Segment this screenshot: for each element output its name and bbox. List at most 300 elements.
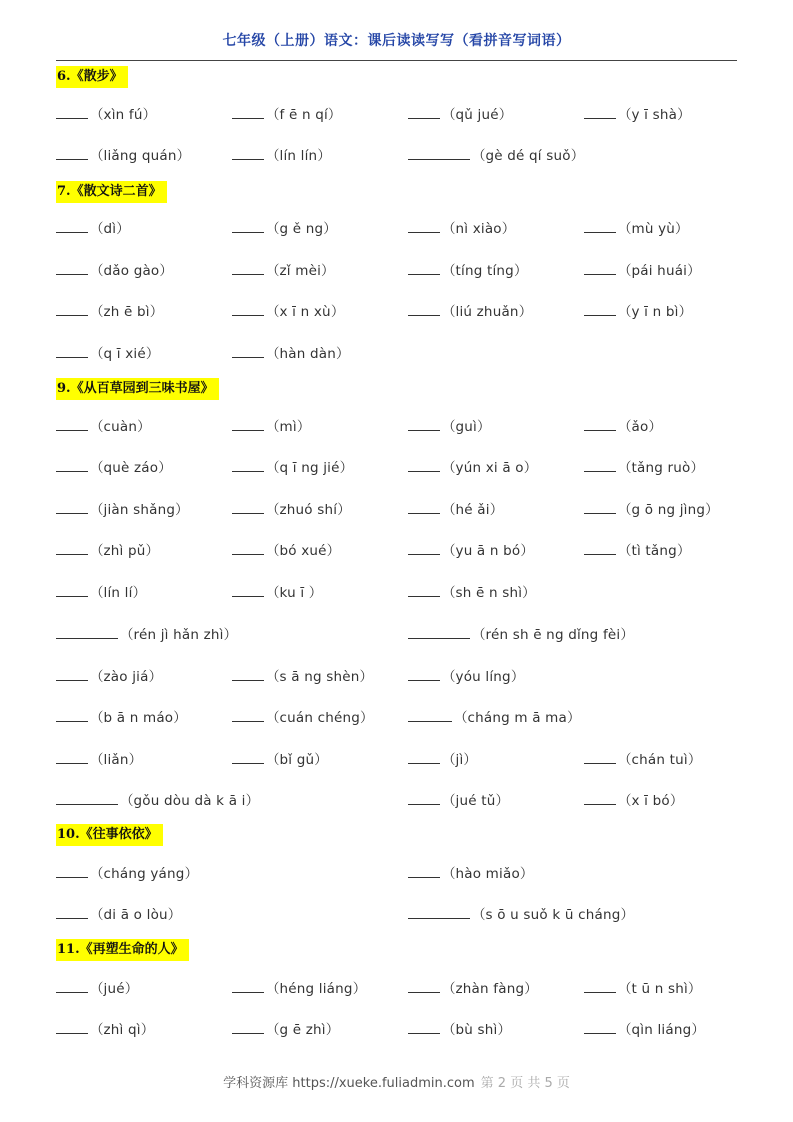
pinyin-exercise-item — [408, 499, 503, 519]
open-paren: （ — [442, 981, 456, 997]
pinyin-exercise-item — [584, 260, 701, 280]
page-footer — [0, 1072, 793, 1091]
answer-blank[interactable] — [232, 499, 264, 514]
open-paren: （ — [266, 346, 280, 362]
close-paren: ） — [245, 793, 260, 809]
close-paren: ） — [149, 304, 164, 320]
pinyin-exercise-item — [232, 749, 328, 769]
pinyin-exercise-item — [408, 301, 532, 321]
close-paren: ） — [337, 502, 351, 518]
close-paren: ） — [520, 543, 534, 559]
pinyin-text: pái huái — [631, 263, 688, 279]
answer-blank[interactable] — [232, 457, 264, 472]
open-paren: （ — [90, 710, 104, 726]
open-paren: （ — [472, 627, 486, 643]
answer-blank[interactable] — [232, 104, 264, 119]
pinyin-text: tǎng ruò — [631, 460, 691, 476]
pinyin-exercise-item — [56, 457, 172, 477]
pinyin-text: sh ē n shì — [455, 585, 523, 601]
section-title: 6.《散步》 — [56, 66, 128, 88]
close-paren: ） — [463, 752, 477, 768]
pinyin-exercise-item — [232, 499, 351, 519]
answer-blank[interactable] — [232, 540, 264, 555]
pinyin-text: mù yù — [631, 221, 676, 237]
answer-blank[interactable] — [408, 301, 440, 316]
pinyin-exercise-item — [232, 104, 341, 124]
answer-blank[interactable] — [232, 218, 264, 233]
pinyin-exercise-item — [56, 666, 162, 686]
close-paren: ） — [128, 752, 143, 768]
close-paren: ） — [360, 710, 374, 726]
pinyin-exercise-item — [584, 457, 704, 477]
pinyin-text: x ī bó — [631, 793, 670, 809]
answer-blank[interactable] — [584, 457, 616, 472]
pinyin-text: nì xiào — [455, 221, 502, 237]
answer-blank[interactable] — [56, 145, 88, 160]
pinyin-exercise-item — [56, 863, 198, 883]
pinyin-text: di ā o lòu — [103, 907, 168, 923]
close-paren: ） — [489, 502, 504, 518]
pinyin-exercise-item — [584, 749, 701, 769]
close-paren: ） — [325, 1022, 340, 1038]
open-paren: （ — [90, 419, 104, 435]
answer-blank[interactable] — [408, 624, 470, 639]
close-paren: ） — [510, 669, 525, 685]
pinyin-exercise-item — [56, 104, 156, 124]
header-divider — [56, 60, 737, 61]
close-paren: ） — [687, 981, 702, 997]
close-paren: ） — [677, 107, 691, 123]
open-paren: （ — [618, 221, 632, 237]
answer-blank[interactable] — [232, 749, 264, 764]
pinyin-text: cháng yáng — [103, 866, 185, 882]
pinyin-exercise-item — [584, 104, 691, 124]
section-title: 9.《从百草园到三味书屋》 — [56, 378, 219, 400]
answer-blank[interactable] — [584, 749, 616, 764]
pinyin-text: x ī n xù — [279, 304, 331, 320]
close-paren: ） — [308, 585, 323, 601]
pinyin-text: qìn liáng — [631, 1022, 692, 1038]
answer-blank[interactable] — [408, 540, 440, 555]
pinyin-text: lín lí — [103, 585, 133, 601]
open-paren: （ — [90, 221, 104, 237]
answer-blank[interactable] — [232, 666, 264, 681]
pinyin-text: lín lín — [279, 148, 318, 164]
pinyin-exercise-item — [408, 666, 524, 686]
pinyin-exercise-item — [584, 218, 689, 238]
pinyin-exercise-item — [408, 260, 527, 280]
answer-blank[interactable] — [408, 218, 440, 233]
answer-blank[interactable] — [56, 749, 88, 764]
answer-blank[interactable] — [584, 104, 616, 119]
pinyin-exercise-item — [232, 540, 340, 560]
open-paren: （ — [90, 907, 104, 923]
open-paren: （ — [454, 710, 468, 726]
answer-blank[interactable] — [408, 145, 470, 160]
open-paren: （ — [442, 460, 456, 476]
answer-blank[interactable] — [408, 1019, 440, 1034]
pinyin-exercise-item — [56, 260, 173, 280]
close-paren: ） — [327, 107, 342, 123]
answer-blank[interactable] — [408, 260, 440, 275]
pinyin-text: chán tuì — [631, 752, 688, 768]
footer-page-number: 第 2 页 共 5 页 — [480, 1076, 570, 1091]
pinyin-text: zào jiá — [103, 669, 149, 685]
close-paren: ） — [523, 460, 538, 476]
pinyin-text: jué tǔ — [455, 793, 496, 809]
pinyin-text: rén sh ē ng dǐng fèi — [485, 627, 621, 643]
pinyin-text: cuàn — [103, 419, 138, 435]
pinyin-text: liú zhuǎn — [455, 304, 519, 320]
footer-source-text: 学科资源库 https://xueke.fuliadmin.com — [223, 1076, 475, 1091]
pinyin-exercise-item — [408, 707, 581, 727]
close-paren: ） — [705, 502, 719, 518]
open-paren: （ — [442, 752, 456, 768]
close-paren: ） — [497, 1022, 511, 1038]
close-paren: ） — [513, 263, 528, 279]
pinyin-text: liǎn — [103, 752, 129, 768]
open-paren: （ — [90, 866, 104, 882]
open-paren: （ — [90, 304, 104, 320]
open-paren: （ — [442, 1022, 456, 1038]
answer-blank[interactable] — [408, 863, 440, 878]
open-paren: （ — [266, 460, 280, 476]
open-paren: （ — [90, 669, 104, 685]
open-paren: （ — [266, 419, 280, 435]
pinyin-text: cuán chéng — [279, 710, 361, 726]
pinyin-exercise-item — [584, 540, 690, 560]
answer-blank[interactable] — [584, 540, 616, 555]
close-paren: ） — [323, 221, 337, 237]
answer-blank[interactable] — [232, 301, 264, 316]
pinyin-exercise-item — [408, 863, 533, 883]
open-paren: （ — [266, 1022, 280, 1038]
pinyin-exercise-item — [408, 104, 512, 124]
answer-blank[interactable] — [584, 1019, 616, 1034]
close-paren: ） — [495, 793, 509, 809]
pinyin-exercise-item — [408, 978, 538, 998]
close-paren: ） — [175, 502, 189, 518]
close-paren: ） — [567, 710, 581, 726]
pinyin-text: rén jì hǎn zhì — [133, 627, 224, 643]
pinyin-exercise-item — [56, 790, 259, 810]
answer-blank[interactable] — [56, 416, 88, 431]
open-paren: （ — [90, 460, 104, 476]
close-paren: ） — [522, 585, 536, 601]
pinyin-exercise-item — [408, 904, 634, 924]
open-paren: （ — [266, 752, 280, 768]
answer-blank[interactable] — [232, 260, 264, 275]
pinyin-text: jì — [455, 752, 464, 768]
pinyin-text: zhì qì — [103, 1022, 141, 1038]
pinyin-text: yún xi ā o — [455, 460, 524, 476]
open-paren: （ — [618, 304, 632, 320]
answer-blank[interactable] — [408, 104, 440, 119]
open-paren: （ — [442, 866, 456, 882]
close-paren: ） — [524, 981, 538, 997]
answer-blank[interactable] — [408, 790, 440, 805]
pinyin-text: yóu líng — [455, 669, 511, 685]
open-paren: （ — [266, 502, 280, 518]
pinyin-text: què záo — [103, 460, 159, 476]
pinyin-text: dì — [103, 221, 117, 237]
open-paren: （ — [266, 107, 280, 123]
pinyin-exercise-item — [408, 218, 515, 238]
pinyin-exercise-item — [56, 540, 159, 560]
close-paren: ） — [352, 981, 367, 997]
pinyin-exercise-item — [408, 145, 584, 165]
pinyin-text: g ō ng jìng — [631, 502, 706, 518]
close-paren: ） — [691, 1022, 705, 1038]
close-paren: ） — [167, 907, 182, 923]
close-paren: ） — [148, 669, 163, 685]
answer-blank[interactable] — [232, 1019, 264, 1034]
pinyin-exercise-item — [56, 301, 163, 321]
pinyin-exercise-item — [232, 218, 337, 238]
close-paren: ） — [176, 148, 191, 164]
pinyin-text: zhuó shí — [279, 502, 338, 518]
close-paren: ） — [690, 460, 704, 476]
answer-blank[interactable] — [584, 416, 616, 431]
pinyin-text: b ā n máo — [103, 710, 174, 726]
answer-blank[interactable] — [232, 343, 264, 358]
pinyin-text: héng liáng — [279, 981, 353, 997]
pinyin-text: hàn dàn — [279, 346, 336, 362]
open-paren: （ — [266, 263, 280, 279]
open-paren: （ — [618, 543, 632, 559]
close-paren: ） — [326, 543, 341, 559]
close-paren: ） — [620, 907, 634, 923]
pinyin-text: s ā ng shèn — [279, 669, 360, 685]
answer-blank[interactable] — [408, 416, 440, 431]
close-paren: ） — [669, 793, 684, 809]
answer-blank[interactable] — [56, 104, 88, 119]
pinyin-text: zh ē bì — [103, 304, 150, 320]
close-paren: ） — [124, 981, 139, 997]
pinyin-text: y ī shà — [631, 107, 678, 123]
answer-blank[interactable] — [56, 1019, 88, 1034]
answer-blank[interactable] — [56, 499, 88, 514]
answer-blank[interactable] — [56, 863, 88, 878]
open-paren: （ — [442, 419, 456, 435]
answer-blank[interactable] — [56, 260, 88, 275]
pinyin-text: zhì pǔ — [103, 543, 146, 559]
pinyin-exercise-item — [232, 707, 374, 727]
open-paren: （ — [266, 981, 280, 997]
pinyin-text: s ō u suǒ k ū cháng — [485, 907, 621, 923]
pinyin-exercise-item — [232, 145, 331, 165]
close-paren: ） — [678, 304, 693, 320]
answer-blank[interactable] — [232, 978, 264, 993]
pinyin-text: bó xué — [279, 543, 327, 559]
pinyin-text: f ē n qí — [279, 107, 328, 123]
close-paren: ） — [675, 221, 689, 237]
close-paren: ） — [184, 866, 199, 882]
pinyin-exercise-item — [56, 582, 146, 602]
close-paren: ） — [339, 460, 354, 476]
open-paren: （ — [618, 107, 632, 123]
answer-blank[interactable] — [56, 582, 88, 597]
pinyin-exercise-item — [408, 582, 536, 602]
pinyin-text: mì — [279, 419, 297, 435]
pinyin-exercise-item — [56, 343, 159, 363]
answer-blank[interactable] — [232, 582, 264, 597]
close-paren: ） — [159, 263, 173, 279]
pinyin-text: bǐ gǔ — [279, 752, 315, 768]
page-header-title: 七年级（上册）语文：课后读读写写（看拼音写词语） — [222, 33, 571, 49]
pinyin-text: guì — [455, 419, 477, 435]
answer-blank[interactable] — [56, 540, 88, 555]
pinyin-exercise-item — [232, 416, 310, 436]
answer-blank[interactable] — [408, 582, 440, 597]
pinyin-text: liǎng quán — [103, 148, 177, 164]
open-paren: （ — [442, 669, 456, 685]
pinyin-text: tì tǎng — [631, 543, 677, 559]
pinyin-exercise-item — [56, 904, 181, 924]
close-paren: ） — [223, 627, 238, 643]
pinyin-text: q ī ng jié — [279, 460, 340, 476]
open-paren: （ — [618, 502, 632, 518]
close-paren: ） — [145, 543, 160, 559]
open-paren: （ — [90, 502, 104, 518]
answer-blank[interactable] — [408, 457, 440, 472]
close-paren: ） — [519, 866, 534, 882]
pinyin-exercise-item — [408, 416, 490, 436]
section-title: 7.《散文诗二首》 — [56, 181, 167, 203]
open-paren: （ — [90, 543, 104, 559]
answer-blank[interactable] — [232, 416, 264, 431]
pinyin-text: g ē zhì — [279, 1022, 326, 1038]
pinyin-exercise-item — [56, 624, 237, 644]
answer-blank[interactable] — [56, 666, 88, 681]
open-paren: （ — [442, 304, 456, 320]
answer-blank[interactable] — [408, 904, 470, 919]
answer-blank[interactable] — [56, 624, 118, 639]
pinyin-text: g ě ng — [279, 221, 324, 237]
close-paren: ） — [498, 107, 513, 123]
answer-blank[interactable] — [232, 145, 264, 160]
answer-blank[interactable] — [584, 499, 616, 514]
pinyin-text: gǒu dòu dà k ā i — [133, 793, 246, 809]
pinyin-exercise-item — [584, 790, 683, 810]
answer-blank[interactable] — [56, 457, 88, 472]
pinyin-exercise-item — [408, 790, 509, 810]
pinyin-exercise-item — [232, 343, 349, 363]
open-paren: （ — [472, 148, 486, 164]
answer-blank[interactable] — [584, 978, 616, 993]
close-paren: ） — [501, 221, 516, 237]
close-paren: ） — [687, 752, 702, 768]
close-paren: ） — [518, 304, 533, 320]
open-paren: （ — [442, 107, 456, 123]
pinyin-exercise-item — [56, 978, 138, 998]
close-paren: ） — [173, 710, 187, 726]
open-paren: （ — [618, 263, 632, 279]
pinyin-exercise-item — [408, 749, 477, 769]
open-paren: （ — [618, 981, 632, 997]
close-paren: ） — [145, 346, 160, 362]
pinyin-text: q ī xié — [103, 346, 146, 362]
answer-blank[interactable] — [408, 707, 452, 722]
open-paren: （ — [120, 627, 134, 643]
pinyin-text: jué — [103, 981, 125, 997]
close-paren: ） — [132, 585, 147, 601]
answer-blank[interactable] — [584, 218, 616, 233]
open-paren: （ — [90, 148, 104, 164]
answer-blank[interactable] — [56, 904, 88, 919]
answer-blank[interactable] — [56, 978, 88, 993]
pinyin-exercise-item — [232, 582, 322, 602]
answer-blank[interactable] — [56, 707, 88, 722]
pinyin-exercise-item — [408, 624, 634, 644]
answer-blank[interactable] — [408, 978, 440, 993]
pinyin-text: y ī n bì — [631, 304, 679, 320]
open-paren: （ — [90, 107, 104, 123]
pinyin-exercise-item — [408, 540, 534, 560]
answer-blank[interactable] — [584, 790, 616, 805]
pinyin-exercise-item — [56, 416, 151, 436]
open-paren: （ — [266, 221, 280, 237]
section-title: 11.《再塑生命的人》 — [56, 939, 189, 961]
close-paren: ） — [570, 148, 585, 164]
pinyin-exercise-item — [584, 499, 719, 519]
open-paren: （ — [618, 1022, 632, 1038]
open-paren: （ — [618, 419, 632, 435]
pinyin-exercise-item — [584, 301, 692, 321]
close-paren: ） — [314, 752, 328, 768]
close-paren: ） — [476, 419, 491, 435]
open-paren: （ — [120, 793, 134, 809]
answer-blank[interactable] — [408, 499, 440, 514]
close-paren: ） — [116, 221, 130, 237]
open-paren: （ — [442, 793, 456, 809]
open-paren: （ — [442, 221, 456, 237]
open-paren: （ — [90, 263, 104, 279]
pinyin-text: gè dé qí suǒ — [485, 148, 571, 164]
answer-blank[interactable] — [56, 301, 88, 316]
pinyin-text: hé ǎi — [455, 502, 490, 518]
open-paren: （ — [618, 752, 632, 768]
answer-blank[interactable] — [56, 790, 118, 805]
answer-blank[interactable] — [584, 260, 616, 275]
open-paren: （ — [442, 263, 456, 279]
open-paren: （ — [266, 710, 280, 726]
open-paren: （ — [90, 585, 104, 601]
open-paren: （ — [90, 346, 104, 362]
close-paren: ） — [296, 419, 311, 435]
pinyin-text: zǐ mèi — [279, 263, 322, 279]
section-title: 10.《往事依依》 — [56, 824, 163, 846]
pinyin-text: ǎo — [631, 419, 649, 435]
close-paren: ） — [317, 148, 331, 164]
pinyin-text: xìn fú — [103, 107, 143, 123]
answer-blank[interactable] — [408, 666, 440, 681]
close-paren: ） — [648, 419, 662, 435]
close-paren: ） — [330, 304, 345, 320]
answer-blank[interactable] — [232, 707, 264, 722]
answer-blank[interactable] — [56, 218, 88, 233]
open-paren: （ — [266, 669, 280, 685]
pinyin-exercise-item — [232, 301, 344, 321]
answer-blank[interactable] — [56, 343, 88, 358]
pinyin-exercise-item — [584, 416, 662, 436]
close-paren: ） — [158, 460, 172, 476]
pinyin-text: jiàn shǎng — [103, 502, 176, 518]
answer-blank[interactable] — [584, 301, 616, 316]
answer-blank[interactable] — [408, 749, 440, 764]
pinyin-exercise-item — [408, 457, 537, 477]
pinyin-text: cháng m ā ma — [467, 710, 567, 726]
